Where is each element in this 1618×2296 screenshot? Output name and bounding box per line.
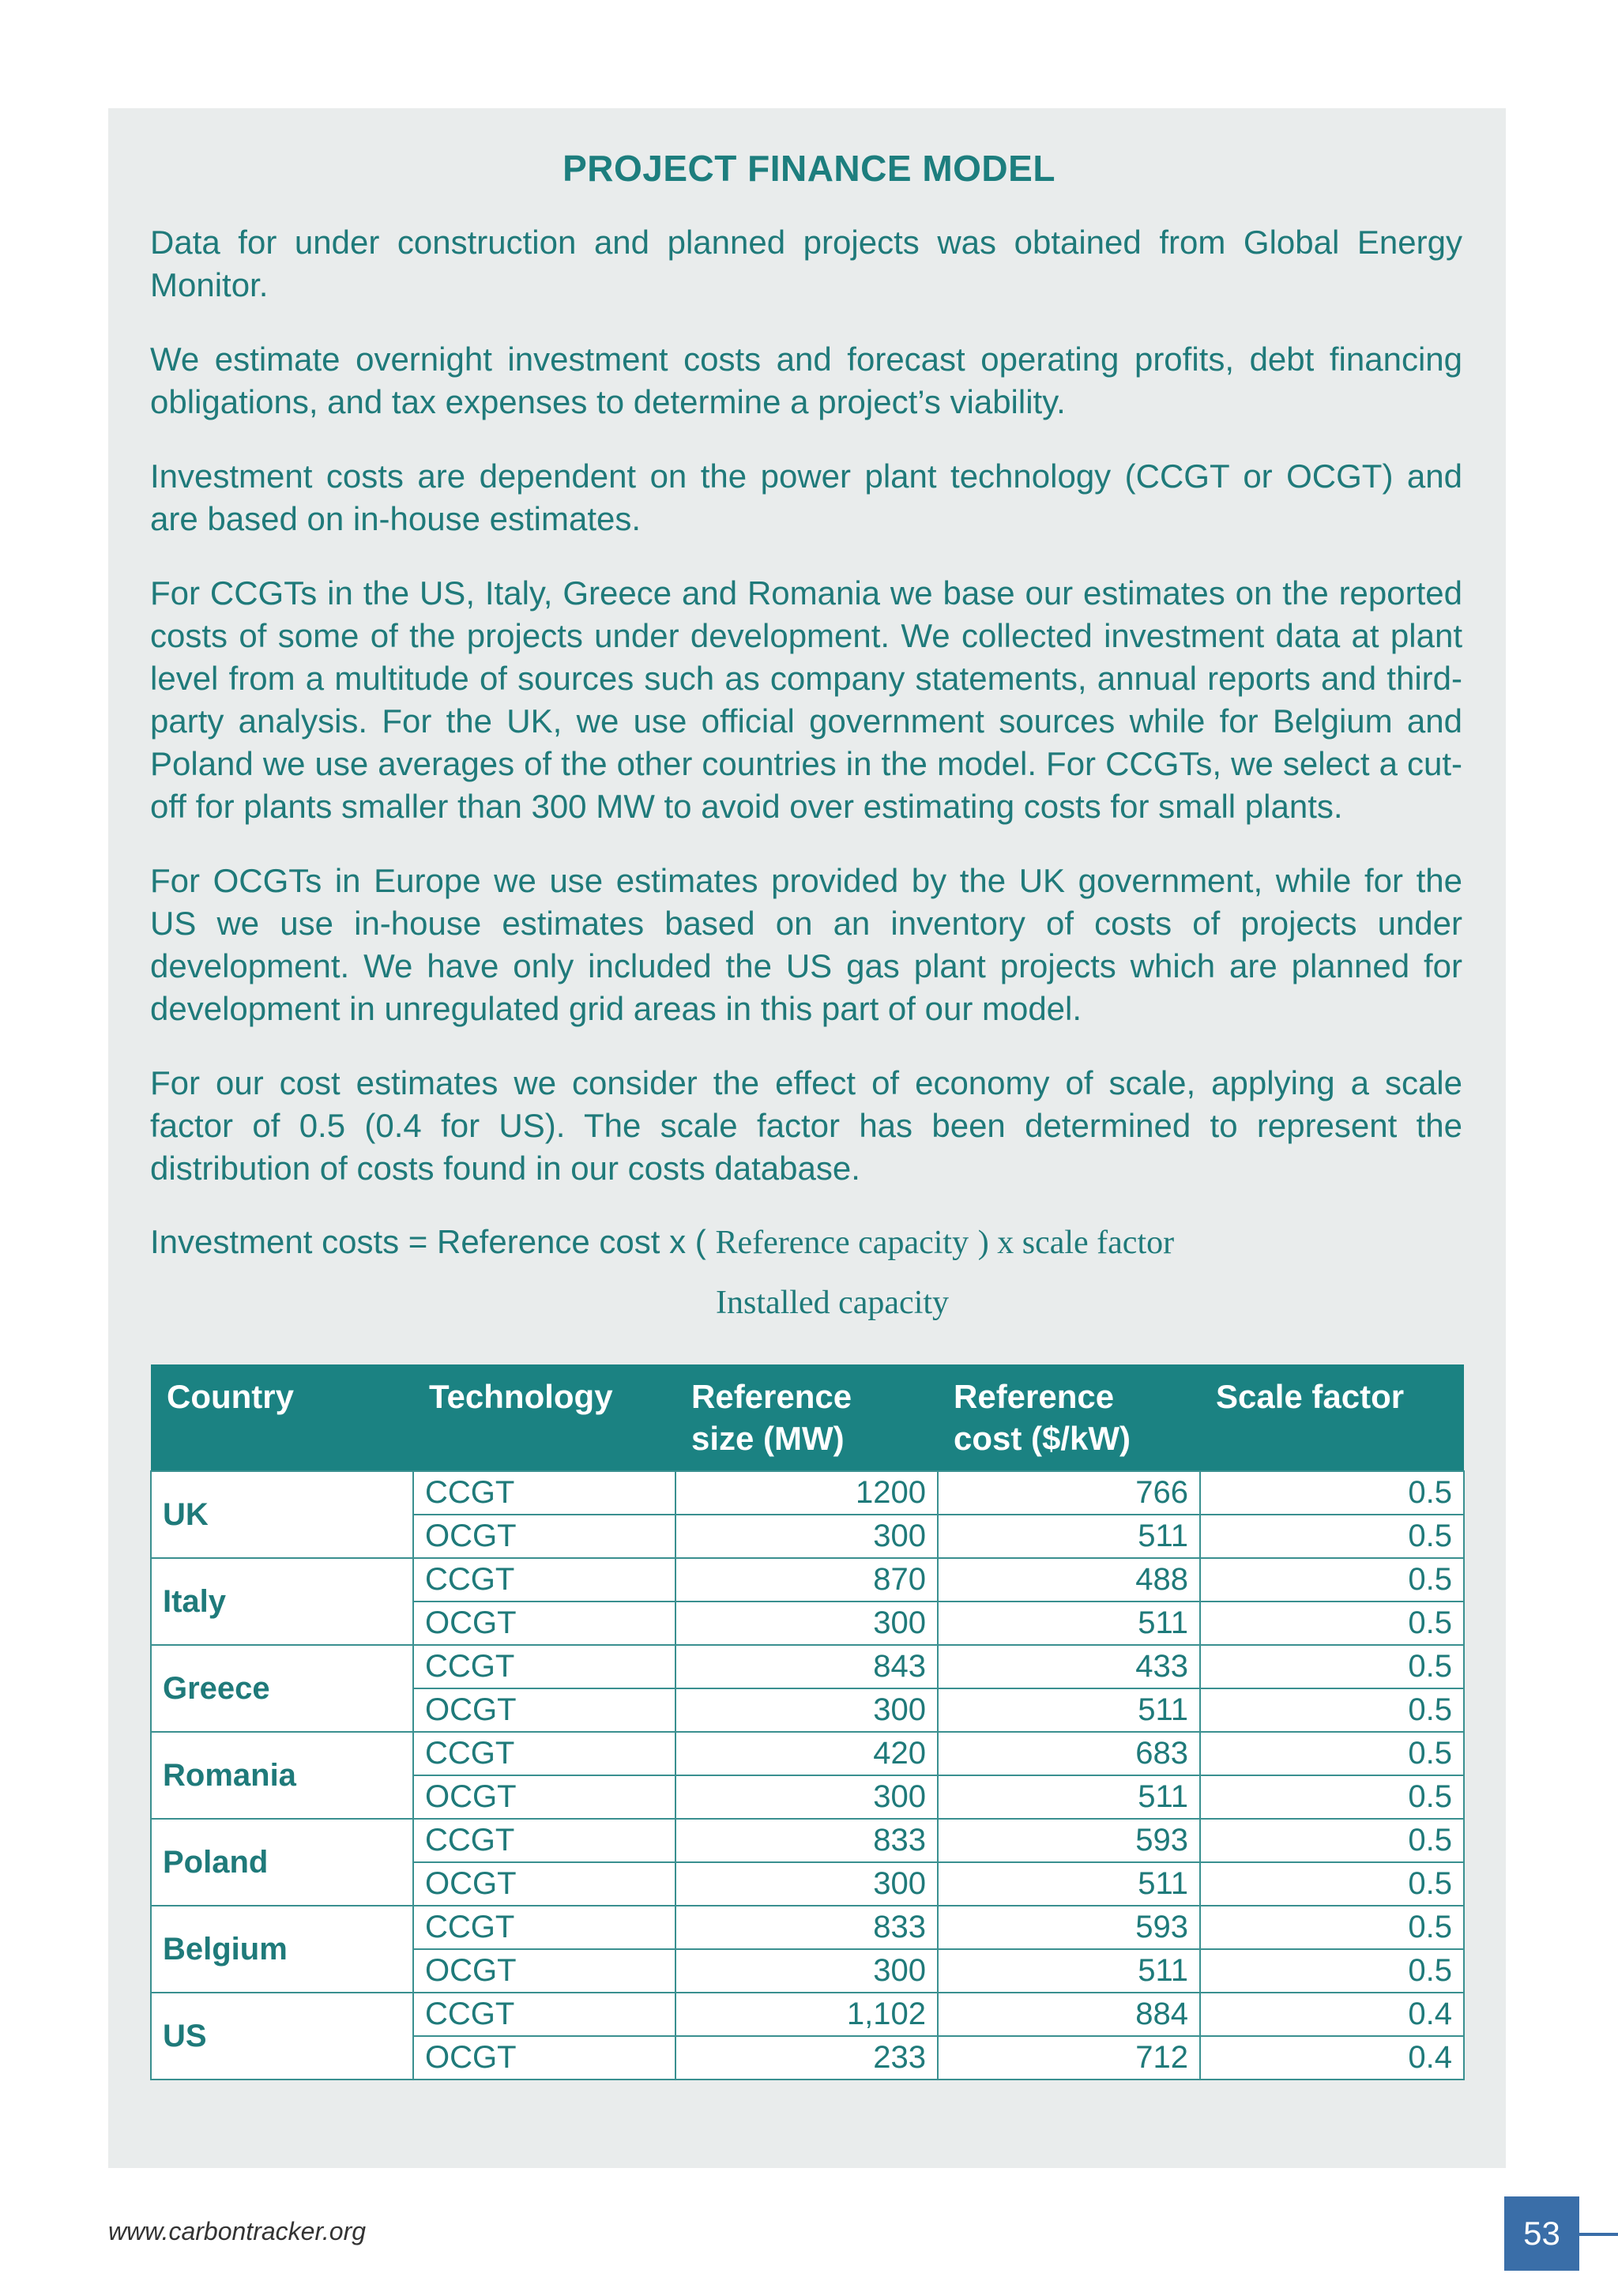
- header-scale-factor: Scale factor: [1200, 1364, 1464, 1471]
- paragraph: For CCGTs in the US, Italy, Greece and Romania we base our estimates on the reported costs of some of the projects under development. We collected investment data at plant level from a multitude of sources such as company statements, annual reports and third-party analysis. For the UK, we use official government sources while for Belgium and Poland we use averages of the other countries in the model. For CCGTs, we select a cut-off for plants smaller than 300 MW to avoid over estimating costs for small plants.: [150, 574, 1462, 825]
- reference-size-cell: 1200: [675, 1471, 938, 1515]
- reference-cost-cell: 488: [938, 1558, 1200, 1602]
- scale-factor-cell: 0.5: [1200, 1949, 1464, 1993]
- paragraph: Investment costs are dependent on the power plant technology (CCGT or OCGT) and are based on in-house estimates.: [150, 457, 1462, 537]
- scale-factor-cell: 0.5: [1200, 1862, 1464, 1906]
- table-row: [151, 1645, 1464, 1688]
- header-country: Country: [151, 1364, 413, 1471]
- country-cell: Romania: [151, 1732, 413, 1819]
- reference-cost-cell: 511: [938, 1775, 1200, 1819]
- technology-cell: CCGT: [413, 1645, 675, 1688]
- scale-factor-cell: 0.5: [1200, 1515, 1464, 1558]
- scale-factor-cell: 0.5: [1200, 1819, 1464, 1862]
- country-cell: Greece: [151, 1645, 413, 1732]
- technology-cell: OCGT: [413, 2036, 675, 2080]
- reference-cost-cell: 433: [938, 1645, 1200, 1688]
- reference-size-cell: 870: [675, 1558, 938, 1602]
- header-reference-size: Reference size (MW): [675, 1364, 938, 1471]
- header-reference-cost: Reference cost ($/kW): [938, 1364, 1200, 1471]
- scale-factor-cell: 0.5: [1200, 1906, 1464, 1949]
- country-cell: Italy: [151, 1558, 413, 1645]
- reference-size-cell: 420: [675, 1732, 938, 1775]
- reference-cost-cell: 593: [938, 1819, 1200, 1862]
- page-number-rule: [1579, 2233, 1618, 2236]
- reference-cost-cell: 712: [938, 2036, 1200, 2080]
- table-body: [151, 1471, 1464, 2080]
- technology-cell: CCGT: [413, 1906, 675, 1949]
- technology-cell: CCGT: [413, 1819, 675, 1862]
- formula: [150, 1221, 1462, 1264]
- scale-factor-cell: 0.5: [1200, 1471, 1464, 1515]
- formula-left: Investment costs = Reference cost x (: [150, 1223, 706, 1260]
- scale-factor-cell: 0.4: [1200, 2036, 1464, 2080]
- scale-factor-cell: 0.5: [1200, 1688, 1464, 1732]
- reference-size-cell: 833: [675, 1906, 938, 1949]
- reference-cost-cell: 766: [938, 1471, 1200, 1515]
- paragraph: Data for under construction and planned projects was obtained from Global Energy Monitor.: [150, 224, 1462, 303]
- reference-cost-cell: 511: [938, 1688, 1200, 1732]
- page-title: PROJECT FINANCE MODEL: [563, 148, 1055, 189]
- header-technology: Technology: [413, 1364, 675, 1471]
- technology-cell: OCGT: [413, 1515, 675, 1558]
- table-row: [151, 1558, 1464, 1602]
- reference-size-cell: 300: [675, 1602, 938, 1645]
- scale-factor-cell: 0.5: [1200, 1558, 1464, 1602]
- technology-cell: CCGT: [413, 1732, 675, 1775]
- cost-table: [150, 1364, 1465, 2080]
- technology-cell: CCGT: [413, 1993, 675, 2036]
- page-number: 53: [1504, 2196, 1579, 2271]
- reference-size-cell: 843: [675, 1645, 938, 1688]
- technology-cell: CCGT: [413, 1558, 675, 1602]
- technology-cell: OCGT: [413, 1775, 675, 1819]
- reference-size-cell: 300: [675, 1949, 938, 1993]
- reference-cost-cell: 884: [938, 1993, 1200, 2036]
- footer-url: www.carbontracker.org: [108, 2217, 367, 2245]
- reference-cost-cell: 511: [938, 1862, 1200, 1906]
- technology-cell: OCGT: [413, 1602, 675, 1645]
- scale-factor-cell: 0.5: [1200, 1775, 1464, 1819]
- table-row: [151, 1906, 1464, 1949]
- table-header-row: [151, 1364, 1464, 1471]
- reference-cost-cell: 511: [938, 1515, 1200, 1558]
- reference-size-cell: 233: [675, 2036, 938, 2080]
- reference-cost-cell: 683: [938, 1732, 1200, 1775]
- scale-factor-cell: 0.4: [1200, 1993, 1464, 2036]
- country-cell: US: [151, 1993, 413, 2080]
- paragraph: We estimate overnight investment costs and forecast operating profits, debt financing obligations, and tax expenses to determine a project’s viability.: [150, 341, 1462, 420]
- formula-right: ) x scale factor: [977, 1225, 1175, 1261]
- paragraph: For OCGTs in Europe we use estimates provided by the UK government, while for the US we use in-house estimates based on an inventory of costs of projects under development. We have only included the US gas plant projects which are planned for development in unregulated grid areas in this part of our model.: [150, 862, 1462, 1027]
- scale-factor-cell: 0.5: [1200, 1645, 1464, 1688]
- reference-size-cell: 1,102: [675, 1993, 938, 2036]
- technology-cell: OCGT: [413, 1688, 675, 1732]
- reference-size-cell: 833: [675, 1819, 938, 1862]
- table-row: [151, 1819, 1464, 1862]
- reference-cost-cell: 511: [938, 1602, 1200, 1645]
- technology-cell: OCGT: [413, 1949, 675, 1993]
- reference-size-cell: 300: [675, 1515, 938, 1558]
- body-text: [150, 221, 1462, 1221]
- scale-factor-cell: 0.5: [1200, 1732, 1464, 1775]
- paragraph: For our cost estimates we consider the effect of economy of scale, applying a scale factor of 0.5 (0.4 for US). The scale factor has been determined to represent the distribution of costs found in our costs database.: [150, 1064, 1462, 1187]
- technology-cell: CCGT: [413, 1471, 675, 1515]
- reference-cost-cell: 511: [938, 1949, 1200, 1993]
- table-row: [151, 1993, 1464, 2036]
- reference-size-cell: 300: [675, 1862, 938, 1906]
- country-cell: UK: [151, 1471, 413, 1558]
- country-cell: Belgium: [151, 1906, 413, 1993]
- table-row: [151, 1471, 1464, 1515]
- scale-factor-cell: 0.5: [1200, 1602, 1464, 1645]
- reference-size-cell: 300: [675, 1775, 938, 1819]
- technology-cell: OCGT: [413, 1862, 675, 1906]
- country-cell: Poland: [151, 1819, 413, 1906]
- reference-size-cell: 300: [675, 1688, 938, 1732]
- formula-denominator: Installed capacity: [716, 1285, 950, 1321]
- reference-cost-cell: 593: [938, 1906, 1200, 1949]
- table-row: [151, 1732, 1464, 1775]
- formula-numerator: Reference capacity: [715, 1225, 969, 1261]
